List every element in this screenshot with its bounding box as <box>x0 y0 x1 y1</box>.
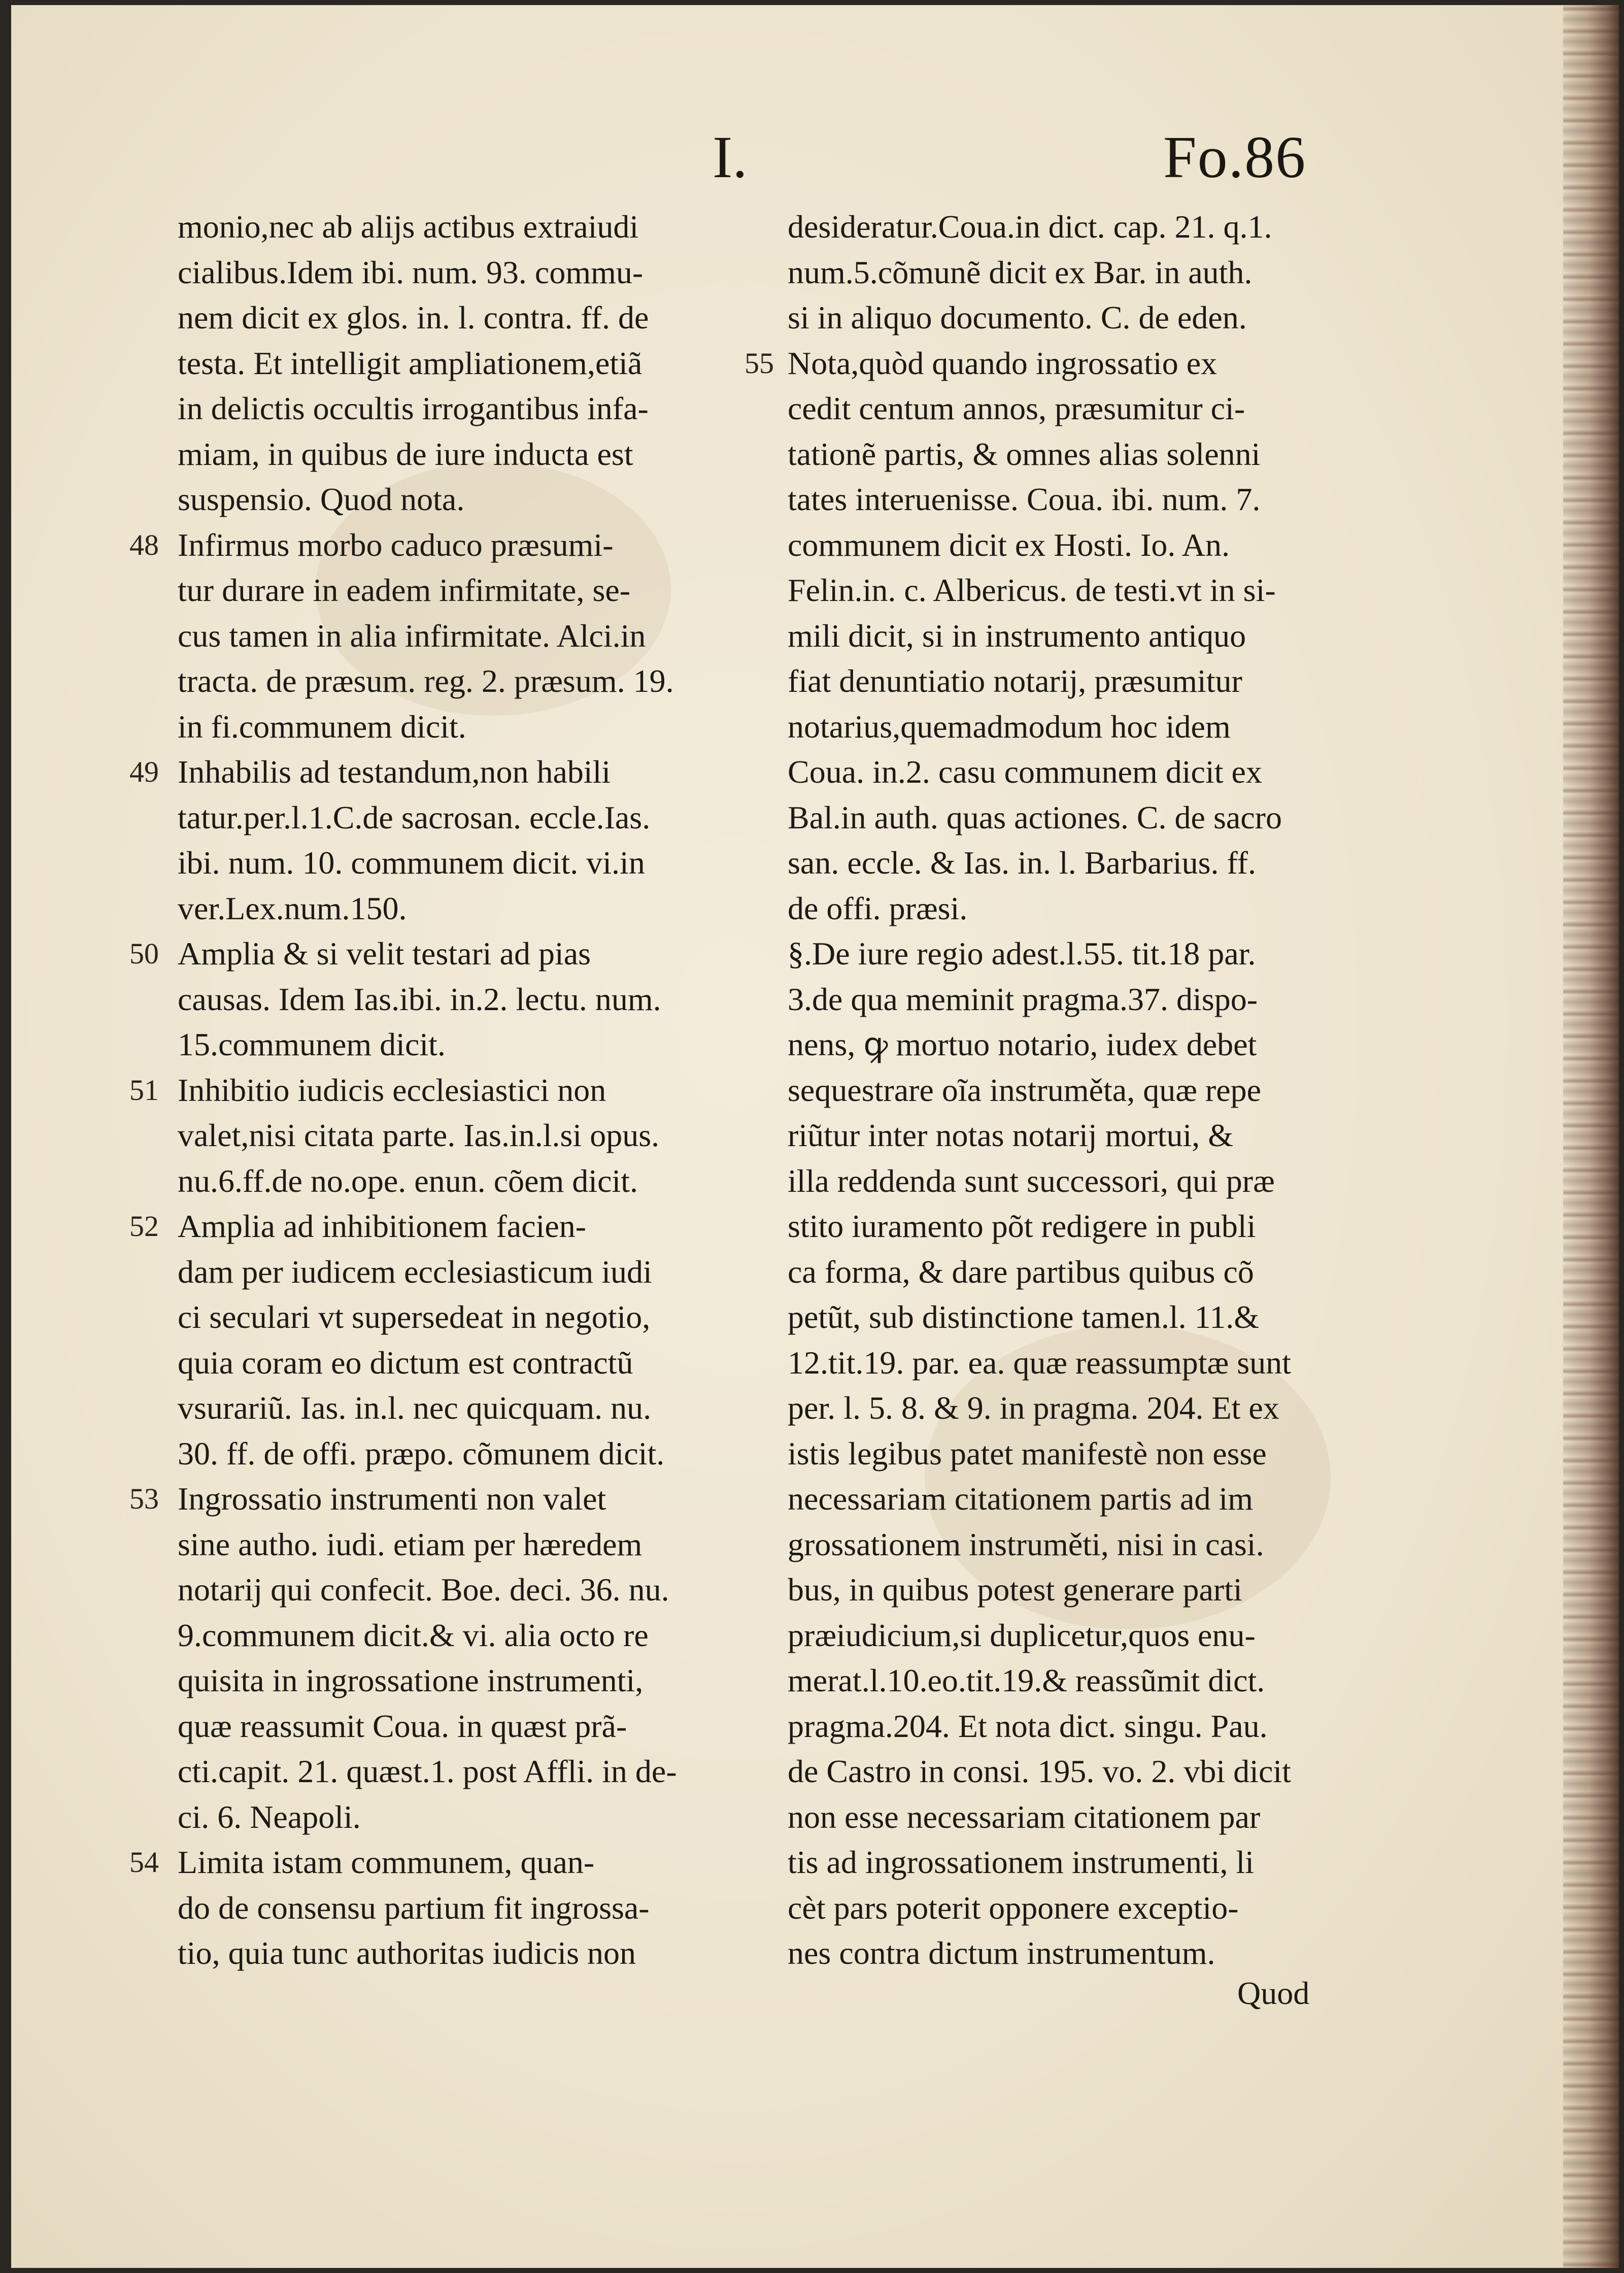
right-column <box>745 204 1346 1976</box>
text-line <box>129 522 726 568</box>
line-text: petũt, sub distinctione tamen.l. 11.& <box>788 1299 1260 1335</box>
text-line <box>788 477 1346 522</box>
page-edge <box>1563 5 1619 2268</box>
text-line <box>788 1067 1346 1113</box>
line-text: 15.communem dicit. <box>178 1026 446 1062</box>
margin-number: 55 <box>745 346 774 380</box>
line-text: communem dicit ex Hosti. Io. An. <box>788 526 1230 563</box>
margin-number: 52 <box>129 1210 159 1243</box>
line-text: nens, ꝙ mortuo notario, iudex debet <box>788 1026 1257 1062</box>
text-line <box>178 1022 726 1067</box>
line-text: de offi. præsi. <box>788 890 968 926</box>
left-column <box>129 204 726 1976</box>
text-line <box>178 1158 726 1204</box>
text-line <box>178 295 726 341</box>
line-text: Inhibitio iudicis ecclesiastici non <box>178 1072 606 1108</box>
margin-number: 48 <box>129 528 159 561</box>
text-line <box>178 1385 726 1431</box>
text-line <box>178 386 726 431</box>
margin-number: 51 <box>129 1073 159 1107</box>
line-text: istis legibus patet manifestè non esse <box>788 1435 1267 1472</box>
text-line <box>788 1113 1346 1158</box>
text-line <box>745 341 1346 386</box>
line-text: Infirmus morbo caduco præsumi- <box>178 526 614 563</box>
folio-number: Fo.86 <box>1163 124 1307 190</box>
line-text: mili dicit, si in instrumento antiquo <box>788 617 1246 654</box>
text-line <box>178 1613 726 1658</box>
text-line <box>178 795 726 841</box>
text-line <box>788 1703 1346 1749</box>
text-line <box>178 1431 726 1477</box>
text-line <box>178 1794 726 1840</box>
line-text: Nota,quòd quando ingrossatio ex <box>788 345 1217 381</box>
text-line <box>788 522 1346 568</box>
text-line <box>178 431 726 477</box>
line-text: præiudicium,si duplicetur,quos enu- <box>788 1617 1256 1653</box>
line-text: sequestrare oĩa instruměta, quæ repe <box>788 1072 1261 1108</box>
line-text: nu.6.ff.de no.ope. enun. cõem dicit. <box>178 1162 638 1199</box>
text-line <box>178 1930 726 1976</box>
line-text: merat.l.10.eo.tit.19.& reassũmit dict. <box>788 1662 1265 1698</box>
text-line <box>178 1749 726 1794</box>
line-text: valet,nisi citata parte. Ias.in.l.si opus. <box>178 1117 660 1153</box>
text-line <box>788 613 1346 659</box>
text-line <box>788 795 1346 841</box>
line-text: miam, in quibus de iure inducta est <box>178 436 633 472</box>
line-text: suspensio. Quod nota. <box>178 481 465 517</box>
line-text: si in aliquo documento. C. de eden. <box>788 299 1247 336</box>
margin-number: 50 <box>129 937 159 970</box>
line-text: 12.tit.19. par. ea. quæ reassumptæ sunt <box>788 1344 1291 1381</box>
text-line <box>788 1294 1346 1340</box>
line-text: cialibus.Idem ibi. num. 93. commu- <box>178 254 644 290</box>
line-text: Bal.in auth. quas actiones. C. de sacro <box>788 799 1282 835</box>
text-line <box>178 204 726 250</box>
text-line <box>178 567 726 613</box>
text-line <box>788 1613 1346 1658</box>
line-text: tationẽ partis, & omnes alias solenni <box>788 436 1261 472</box>
line-text: riũtur inter notas notarij mortui, & <box>788 1117 1234 1153</box>
text-line <box>788 704 1346 750</box>
line-text: Inhabilis ad testandum,non habili <box>178 754 611 790</box>
page-header <box>11 122 1619 193</box>
line-text: cedit centum annos, præsumitur ci- <box>788 390 1245 426</box>
text-line <box>788 1476 1346 1522</box>
text-line <box>788 658 1346 704</box>
text-line <box>788 250 1346 295</box>
line-text: 3.de qua meminit pragma.37. dispo- <box>788 981 1258 1017</box>
line-text: quisita in ingrossatione instrumenti, <box>178 1662 644 1698</box>
text-line <box>788 1158 1346 1204</box>
text-line <box>788 1431 1346 1477</box>
line-text: Coua. in.2. casu communem dicit ex <box>788 754 1262 790</box>
text-line <box>788 1340 1346 1386</box>
line-text: quæ reassumit Coua. in quæst prã- <box>178 1708 627 1744</box>
text-line <box>129 931 726 977</box>
line-text: ibi. num. 10. communem dicit. vi.in <box>178 845 645 881</box>
line-text: 30. ff. de offi. præpo. cõmunem dicit. <box>178 1435 665 1472</box>
text-line <box>178 1249 726 1295</box>
line-text: sine autho. iudi. etiam per hæredem <box>178 1526 642 1562</box>
text-line <box>788 1249 1346 1295</box>
line-text: 9.communem dicit.& vi. alia octo re <box>178 1617 649 1653</box>
line-text: desideratur.Coua.in dict. cap. 21. q.1. <box>788 209 1272 245</box>
text-line <box>788 1522 1346 1567</box>
line-text: cèt pars poterit opponere exceptio- <box>788 1889 1239 1926</box>
line-text: vsurariũ. Ias. in.l. nec quicquam. nu. <box>178 1390 652 1426</box>
text-line <box>129 1204 726 1249</box>
text-line <box>129 1476 726 1522</box>
text-line <box>178 1567 726 1613</box>
line-text: san. eccle. & Ias. in. l. Barbarius. ff. <box>788 845 1256 881</box>
line-text: ca forma, & dare partibus quibus cõ <box>788 1253 1254 1290</box>
text-line <box>129 1067 726 1113</box>
line-text: ci. 6. Neapoli. <box>178 1798 361 1835</box>
line-text: illa reddenda sunt successori, qui præ <box>788 1162 1275 1199</box>
text-line <box>178 840 726 886</box>
line-text: ci seculari vt supersedeat in negotio, <box>178 1299 651 1335</box>
line-text: stito iuramento põt redigere in publi <box>788 1208 1256 1244</box>
line-text: tio, quia tunc authoritas iudicis non <box>178 1935 636 1971</box>
text-line <box>788 886 1346 931</box>
line-text: pragma.204. Et nota dict. singu. Pau. <box>788 1708 1268 1744</box>
text-line <box>788 295 1346 341</box>
margin-number: 49 <box>129 755 159 788</box>
text-line <box>788 204 1346 250</box>
text-line <box>788 1930 1346 1976</box>
text-line <box>788 1794 1346 1840</box>
line-text: tracta. de præsum. reg. 2. præsum. 19. <box>178 663 674 699</box>
line-text: notarij qui confecit. Boe. deci. 36. nu. <box>178 1572 669 1608</box>
text-line <box>788 931 1346 977</box>
line-text: per. l. 5. 8. & 9. in pragma. 204. Et ex <box>788 1390 1279 1426</box>
text-line <box>788 1022 1346 1067</box>
running-head: I. <box>713 124 748 190</box>
line-text: tis ad ingrossationem instrumenti, li <box>788 1844 1255 1880</box>
text-line <box>129 749 726 795</box>
line-text: grossationem instruměti, nisi in casi. <box>788 1526 1264 1562</box>
line-text: tates interuenisse. Coua. ibi. num. 7. <box>788 481 1261 517</box>
text-line <box>788 749 1346 795</box>
line-text: in delictis occultis irrogantibus infa- <box>178 390 649 426</box>
line-text: nes contra dictum instrumentum. <box>788 1935 1215 1971</box>
catchword: Quod <box>1237 1975 1310 2011</box>
line-text: dam per iudicem ecclesiasticum iudi <box>178 1253 652 1290</box>
text-line <box>788 1840 1346 1885</box>
text-line <box>178 1113 726 1158</box>
margin-number: 53 <box>129 1482 159 1515</box>
line-text: §.De iure regio adest.l.55. tit.18 par. <box>788 935 1256 972</box>
text-line <box>788 840 1346 886</box>
text-line <box>178 1885 726 1931</box>
line-text: non esse necessariam citationem par <box>788 1798 1261 1835</box>
line-text: ver.Lex.num.150. <box>178 890 407 926</box>
text-line <box>788 386 1346 431</box>
text-line <box>788 1885 1346 1931</box>
text-line <box>178 341 726 386</box>
line-text: notarius,quemadmodum hoc idem <box>788 708 1231 745</box>
line-text: quia coram eo dictum est contractũ <box>178 1344 633 1381</box>
line-text: necessariam citationem partis ad im <box>788 1481 1253 1517</box>
line-text: num.5.cõmunẽ dicit ex Bar. in auth. <box>788 254 1253 290</box>
text-line <box>178 477 726 522</box>
line-text: tatur.per.l.1.C.de sacrosan. eccle.Ias. <box>178 799 651 835</box>
line-text: fiat denuntiatio notarij, præsumitur <box>788 663 1242 699</box>
text-line <box>788 977 1346 1022</box>
line-text: testa. Et intelligit ampliationem,etiã <box>178 345 642 381</box>
line-text: Amplia & si velit testari ad pias <box>178 935 591 972</box>
text-line <box>178 1703 726 1749</box>
text-line <box>788 1385 1346 1431</box>
book-page <box>11 5 1619 2268</box>
text-line <box>129 1840 726 1885</box>
line-text: Felin.in. c. Albericus. de testi.vt in si- <box>788 572 1276 608</box>
text-line <box>178 658 726 704</box>
text-line <box>178 704 726 750</box>
text-line <box>788 567 1346 613</box>
text-line <box>178 1658 726 1703</box>
text-line <box>788 431 1346 477</box>
text-line <box>788 1567 1346 1613</box>
text-line <box>178 250 726 295</box>
text-line <box>178 1340 726 1386</box>
line-text: bus, in quibus potest generare parti <box>788 1572 1242 1608</box>
text-line <box>788 1749 1346 1794</box>
line-text: cti.capit. 21. quæst.1. post Affli. in de- <box>178 1753 677 1789</box>
text-line <box>178 1294 726 1340</box>
margin-number: 54 <box>129 1846 159 1879</box>
text-line <box>178 886 726 931</box>
text-line <box>178 977 726 1022</box>
line-text: monio,nec ab alijs actibus extraiudi <box>178 209 639 245</box>
line-text: causas. Idem Ias.ibi. in.2. lectu. num. <box>178 981 661 1017</box>
text-line <box>788 1204 1346 1249</box>
line-text: de Castro in consi. 195. vo. 2. vbi dicit <box>788 1753 1291 1789</box>
line-text: Ingrossatio instrumenti non valet <box>178 1481 606 1517</box>
line-text: nem dicit ex glos. in. l. contra. ff. de <box>178 299 649 336</box>
line-text: tur durare in eadem infirmitate, se- <box>178 572 631 608</box>
line-text: cus tamen in alia infirmitate. Alci.in <box>178 617 646 654</box>
text-line <box>178 1522 726 1567</box>
line-text: Limita istam communem, quan- <box>178 1844 595 1880</box>
text-line <box>788 1658 1346 1703</box>
line-text: Amplia ad inhibitionem facien- <box>178 1208 587 1244</box>
line-text: in fi.communem dicit. <box>178 708 466 745</box>
text-line <box>178 613 726 659</box>
line-text: do de consensu partium fit ingrossa- <box>178 1889 650 1926</box>
